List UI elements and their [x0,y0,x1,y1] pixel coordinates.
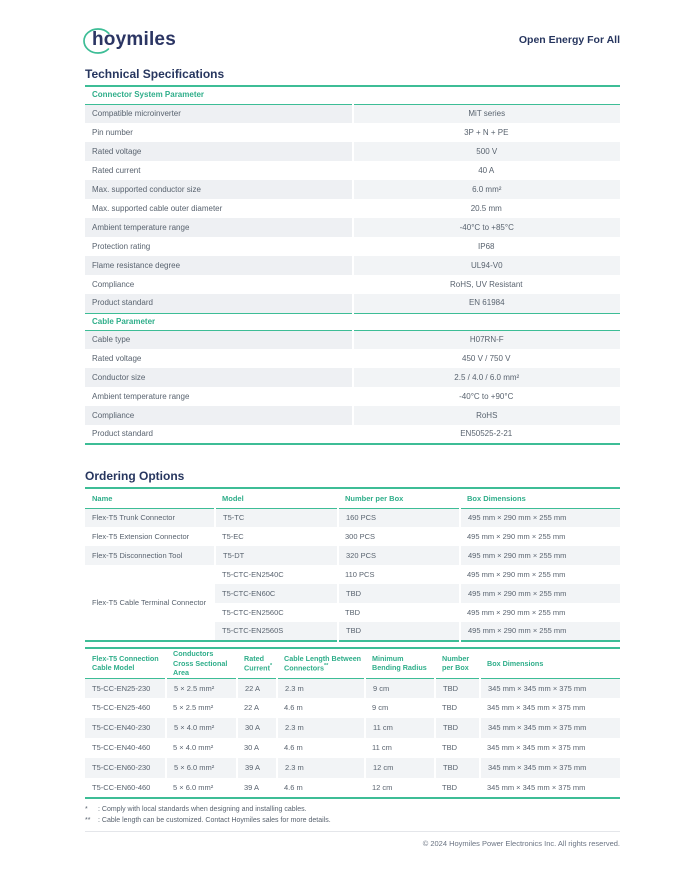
model: T5-CTC-EN60C [215,584,338,603]
box-dimensions: 495 mm × 290 mm × 255 mm [467,531,566,541]
rated-current: 39 A [244,782,260,792]
product-name: Flex-T5 Disconnection Tool [85,546,215,565]
bending-radius: 9 cm [372,703,389,713]
spec-row [85,218,620,237]
section-header-connector-system-parameter: Connector System Parameter [85,87,620,104]
spec-value: -40°C to +90°C [459,391,514,401]
ordering-table-connectors [85,489,620,642]
spec-label: Product standard [92,429,153,438]
model: T5-DT [215,546,338,565]
spec-row [85,406,620,425]
footnote-1 [85,804,620,815]
product-name: Flex-T5 Trunk Connector [85,508,215,527]
model: T5-EC [222,531,244,541]
spec-row [85,123,620,142]
column-header-number-per-box: Number per Box [338,489,460,508]
box-dimensions: 345 mm × 345 mm × 375 mm [487,782,586,792]
spec-row [85,275,620,294]
table-row [85,778,620,798]
table-row [85,698,620,718]
spec-label: Ambient temperature range [92,391,190,401]
spacer [85,445,620,469]
spec-value: 3P + N + PE [464,127,509,137]
box-dimensions: 495 mm × 290 mm × 255 mm [460,622,620,641]
logo-circle-icon [81,26,117,56]
column-header-rated-current: Rated Current* [237,648,277,678]
spec-value: H07RN-F [353,330,621,349]
conductor-area: 5 × 4.0 mm² [173,743,214,753]
box-dimensions: 495 mm × 290 mm × 255 mm [467,607,566,617]
table-row [85,718,620,738]
spec-row [85,387,620,406]
column-header-minimum-bending-radius: Minimum Bending Radius [365,648,435,678]
number-per-box: TBD [435,718,480,738]
spec-label: Max. supported conductor size [85,180,353,199]
spec-value: 20.5 mm [470,203,502,213]
footnote-1-marker: * [85,806,88,813]
footnote-2 [85,815,620,826]
cable-model: T5-CC-EN25-230 [85,678,166,698]
box-dimensions: 495 mm × 290 mm × 255 mm [460,546,620,565]
number-per-box: 300 PCS [345,531,376,541]
rated-current: 22 A [244,703,260,713]
number-per-box: 110 PCS [345,569,375,579]
footnotes [85,799,620,826]
model: T5-CTC-EN2560S [215,622,338,641]
spec-row [85,294,620,313]
column-header-number-per-box: Number per Box [435,648,480,678]
spec-value: 500 V [353,142,621,161]
box-dimensions: 345 mm × 345 mm × 375 mm [487,743,586,753]
cable-model: T5-CC-EN40-230 [85,718,166,738]
conductor-area: 5 × 4.0 mm² [166,718,237,738]
spec-row [85,425,620,444]
spec-label: Rated current [92,165,141,175]
hoymiles-logo [85,27,176,53]
column-header-flex-t5-connection-cable-model: Flex-T5 Connection Cable Model [85,648,166,678]
cable-model: T5-CC-EN60-460 [92,782,151,792]
spec-label: Compatible microinverter [85,104,353,123]
spec-label: Rated voltage [85,142,353,161]
section-header-cable-parameter: Cable Parameter [85,313,620,330]
cable-length: 4.6 m [284,782,303,792]
spec-value: RoHS, UV Resistant [450,279,523,289]
rated-current: 39 A [237,758,277,778]
spec-value: MiT series [353,104,621,123]
bending-radius: 11 cm [372,743,392,753]
cable-model: T5-CC-EN40-460 [92,743,151,753]
model: T5-TC [215,508,338,527]
rated-current: 22 A [237,678,277,698]
spec-label: Compliance [92,279,135,289]
table-row [85,546,620,565]
table-row [85,565,620,584]
table-row [85,758,620,778]
column-header-box-dimensions: Box Dimensions [460,489,620,508]
spec-value: EN 61984 [353,294,621,313]
bending-radius: 12 cm [365,758,435,778]
spec-label: Protection rating [92,241,151,251]
spec-label: Pin number [92,127,133,137]
spec-label: Cable type [85,330,353,349]
number-per-box: TBD [338,584,460,603]
spec-value: EN50525-2-21 [460,429,513,438]
conductor-area: 5 × 2.5 mm² [166,678,237,698]
spec-label: Ambient temperature range [85,218,353,237]
number-per-box: TBD [338,622,460,641]
spec-value: RoHS [353,406,621,425]
spec-row [85,180,620,199]
column-header-box-dimensions: Box Dimensions [480,648,620,678]
ordering-options-title: Ordering Options [85,469,620,489]
box-dimensions: 345 mm × 345 mm × 375 mm [480,758,620,778]
cable-length: 2.3 m [277,678,365,698]
spec-row [85,330,620,349]
spec-label: Flame resistance degree [85,256,353,275]
tech-specs-title: Technical Specifications [85,67,620,87]
spec-value: -40°C to +85°C [353,218,621,237]
spec-label: Compliance [85,406,353,425]
spec-value: 2.5 / 4.0 / 6.0 mm² [353,368,621,387]
spec-value: 450 V / 750 V [462,353,511,363]
product-name: Flex-T5 Extension Connector [92,531,190,541]
bending-radius: 9 cm [365,678,435,698]
table-row [85,527,620,546]
box-dimensions: 345 mm × 345 mm × 375 mm [487,703,586,713]
box-dimensions: 495 mm × 290 mm × 255 mm [460,584,620,603]
spec-label: Rated voltage [92,353,142,363]
spec-row [85,368,620,387]
spec-value: IP68 [478,241,495,251]
column-header-conductors-cross-sectional-area: Conductors Cross Sectional Area [166,648,237,678]
conductor-area: 5 × 6.0 mm² [173,782,214,792]
number-per-box: 320 PCS [338,546,460,565]
cable-length: 4.6 m [284,743,303,753]
spec-row [85,237,620,256]
spec-label: Conductor size [85,368,353,387]
table-row [85,508,620,527]
number-per-box: TBD [442,743,457,753]
table-row [85,738,620,758]
conductor-area: 5 × 2.5 mm² [173,703,214,713]
cable-length: 4.6 m [284,703,303,713]
masthead [85,26,620,54]
brand-tagline: Open Energy For All [518,34,620,46]
logo-wordmark: hoymiles [92,29,176,50]
model: T5-CTC-EN2540C [222,569,284,579]
ordering-table-cables [85,647,620,799]
rated-current: 30 A [244,743,260,753]
box-dimensions: 345 mm × 345 mm × 375 mm [480,718,620,738]
number-per-box: TBD [345,607,360,617]
spec-label: Max. supported cable outer diameter [92,203,223,213]
number-per-box: TBD [435,758,480,778]
model: T5-CTC-EN2560C [222,607,284,617]
cable-model: T5-CC-EN25-460 [92,703,151,713]
number-per-box: TBD [442,782,457,792]
spec-row [85,161,620,180]
cable-length: 2.3 m [277,758,365,778]
column-header-model: Model [215,489,338,508]
box-dimensions: 345 mm × 345 mm × 375 mm [480,678,620,698]
spec-value: 40 A [478,165,495,175]
number-per-box: 160 PCS [338,508,460,527]
number-per-box: TBD [435,678,480,698]
column-header-cable-length-between-connectors: Cable Length Between Connectors** [277,648,365,678]
footnote-1-text: : Comply with local standards when designing and installing cables. [98,806,307,813]
spec-row [85,104,620,123]
bending-radius: 11 cm [365,718,435,738]
number-per-box: TBD [442,703,457,713]
copyright-notice: © 2024 Hoymiles Power Electronics Inc. All rights reserved. [85,831,620,848]
cable-length: 2.3 m [277,718,365,738]
rated-current: 30 A [237,718,277,738]
column-header-name: Name [85,489,215,508]
spec-row [85,199,620,218]
footnote-2-text: : Cable length can be customized. Contact Hoymiles sales for more details. [98,817,331,824]
spec-row [85,349,620,368]
bending-radius: 12 cm [372,782,393,792]
spec-row [85,142,620,161]
product-name: Flex-T5 Cable Terminal Connector [85,565,215,641]
spec-value: 6.0 mm² [353,180,621,199]
tech-specs-table [85,87,620,445]
footnote-2-marker: ** [85,817,91,824]
box-dimensions: 495 mm × 290 mm × 255 mm [467,569,566,579]
conductor-area: 5 × 6.0 mm² [166,758,237,778]
cable-model: T5-CC-EN60-230 [85,758,166,778]
table-row [85,678,620,698]
box-dimensions: 495 mm × 290 mm × 255 mm [460,508,620,527]
spec-value: UL94-V0 [353,256,621,275]
spec-label: Product standard [85,294,353,313]
spec-row [85,256,620,275]
